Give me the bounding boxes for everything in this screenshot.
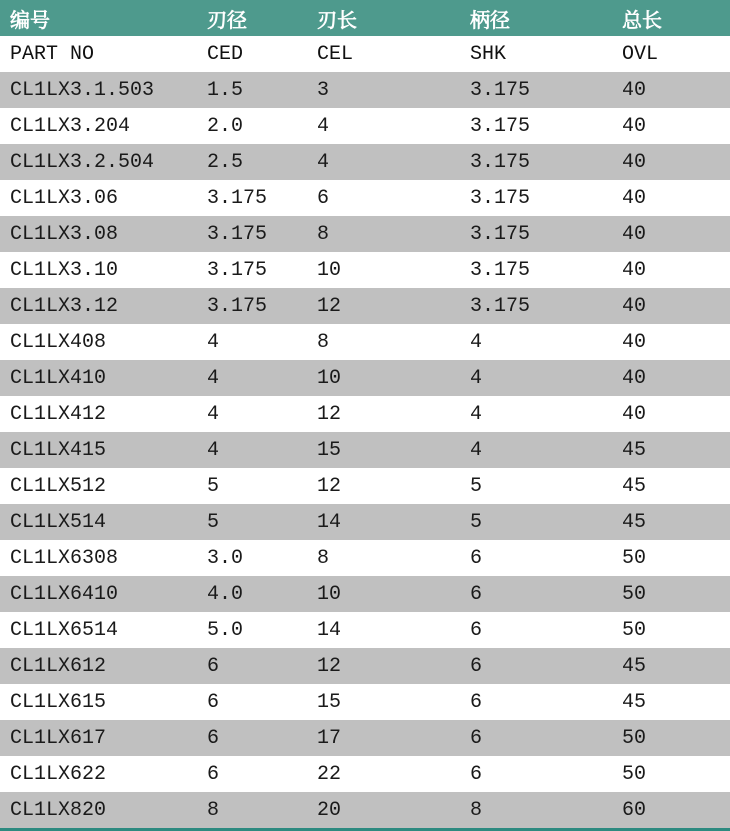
- table-row: [0, 252, 730, 288]
- cell-overall-length: 40: [622, 258, 647, 282]
- cell-cutting-length: 10: [317, 258, 342, 282]
- cell-part-number: CL1LX3.08: [10, 222, 119, 246]
- cell-part-number: CL1LX410: [10, 366, 107, 390]
- cell-part-number: CL1LX612: [10, 654, 107, 678]
- cell-cutting-diameter: 4.0: [207, 582, 244, 606]
- table-row: [0, 360, 730, 396]
- cell-overall-length: 40: [622, 402, 647, 426]
- cell-overall-length: 40: [622, 78, 647, 102]
- table-row: [0, 576, 730, 612]
- header-cutting-length-en: CEL: [317, 42, 354, 66]
- table-row: [0, 504, 730, 540]
- cell-overall-length: 60: [622, 798, 647, 822]
- cell-cutting-length: 4: [317, 114, 330, 138]
- table-row: [0, 144, 730, 180]
- cell-part-number: CL1LX6308: [10, 546, 119, 570]
- cell-overall-length: 45: [622, 510, 647, 534]
- cell-shank-diameter: 4: [470, 438, 483, 462]
- header-shank-diameter-en: SHK: [470, 42, 507, 66]
- cell-part-number: CL1LX617: [10, 726, 107, 750]
- cell-cutting-length: 22: [317, 762, 342, 786]
- cell-shank-diameter: 6: [470, 726, 483, 750]
- cell-overall-length: 40: [622, 366, 647, 390]
- cell-cutting-length: 4: [317, 150, 330, 174]
- table-row: [0, 756, 730, 792]
- cell-cutting-diameter: 4: [207, 402, 220, 426]
- cell-overall-length: 40: [622, 222, 647, 246]
- cell-shank-diameter: 3.175: [470, 186, 531, 210]
- cell-overall-length: 45: [622, 690, 647, 714]
- cell-cutting-diameter: 5.0: [207, 618, 244, 642]
- cell-cutting-length: 10: [317, 582, 342, 606]
- cell-cutting-length: 12: [317, 402, 342, 426]
- cell-overall-length: 50: [622, 762, 647, 786]
- cell-cutting-diameter: 6: [207, 690, 220, 714]
- cell-cutting-diameter: 3.175: [207, 258, 268, 282]
- cell-shank-diameter: 6: [470, 654, 483, 678]
- cell-overall-length: 40: [622, 186, 647, 210]
- cell-cutting-diameter: 3.175: [207, 222, 268, 246]
- cell-overall-length: 40: [622, 114, 647, 138]
- cell-overall-length: 50: [622, 618, 647, 642]
- cell-cutting-diameter: 6: [207, 762, 220, 786]
- cell-cutting-diameter: 4: [207, 438, 220, 462]
- cell-shank-diameter: 4: [470, 366, 483, 390]
- table-body: [0, 72, 730, 828]
- cell-overall-length: 50: [622, 726, 647, 750]
- cell-cutting-diameter: 6: [207, 726, 220, 750]
- cell-overall-length: 40: [622, 330, 647, 354]
- header-row-english: [0, 36, 730, 72]
- table-row: [0, 180, 730, 216]
- cell-cutting-length: 10: [317, 366, 342, 390]
- cell-shank-diameter: 5: [470, 510, 483, 534]
- header-cutting-length-cn: 刃长: [317, 7, 357, 32]
- cell-cutting-length: 17: [317, 726, 342, 750]
- table-row: [0, 396, 730, 432]
- cell-shank-diameter: 3.175: [470, 258, 531, 282]
- cell-cutting-length: 14: [317, 510, 342, 534]
- cell-part-number: CL1LX3.12: [10, 294, 119, 318]
- cell-shank-diameter: 6: [470, 690, 483, 714]
- cell-cutting-length: 8: [317, 330, 330, 354]
- cell-part-number: CL1LX512: [10, 474, 107, 498]
- header-shank-diameter-cn: 柄径: [470, 7, 510, 32]
- table-row: [0, 648, 730, 684]
- cell-part-number: CL1LX412: [10, 402, 107, 426]
- table-row: [0, 108, 730, 144]
- cell-cutting-diameter: 5: [207, 510, 220, 534]
- cell-shank-diameter: 6: [470, 618, 483, 642]
- cell-overall-length: 40: [622, 150, 647, 174]
- cell-cutting-length: 15: [317, 438, 342, 462]
- cell-part-number: CL1LX3.204: [10, 114, 131, 138]
- cell-shank-diameter: 3.175: [470, 222, 531, 246]
- cell-shank-diameter: 3.175: [470, 150, 531, 174]
- cell-cutting-length: 14: [317, 618, 342, 642]
- table-row: [0, 540, 730, 576]
- cell-cutting-diameter: 4: [207, 366, 220, 390]
- cell-part-number: CL1LX3.06: [10, 186, 119, 210]
- header-overall-length-en: OVL: [622, 42, 659, 66]
- cell-cutting-diameter: 6: [207, 654, 220, 678]
- table-row: [0, 684, 730, 720]
- cell-cutting-length: 3: [317, 78, 330, 102]
- table-row: [0, 288, 730, 324]
- cell-overall-length: 40: [622, 294, 647, 318]
- table-row: [0, 720, 730, 756]
- cell-shank-diameter: 4: [470, 402, 483, 426]
- table-row: [0, 612, 730, 648]
- cell-cutting-length: 12: [317, 294, 342, 318]
- cell-part-number: CL1LX3.10: [10, 258, 119, 282]
- cell-cutting-diameter: 3.175: [207, 294, 268, 318]
- table-row: [0, 468, 730, 504]
- cell-shank-diameter: 4: [470, 330, 483, 354]
- header-overall-length-cn: 总长: [622, 7, 662, 32]
- cell-cutting-diameter: 3.175: [207, 186, 268, 210]
- cell-overall-length: 50: [622, 582, 647, 606]
- cell-cutting-length: 6: [317, 186, 330, 210]
- cell-cutting-diameter: 3.0: [207, 546, 244, 570]
- cell-cutting-diameter: 1.5: [207, 78, 244, 102]
- cell-part-number: CL1LX615: [10, 690, 107, 714]
- cell-part-number: CL1LX3.2.504: [10, 150, 155, 174]
- cell-part-number: CL1LX3.1.503: [10, 78, 155, 102]
- cell-shank-diameter: 6: [470, 582, 483, 606]
- cell-overall-length: 45: [622, 654, 647, 678]
- cell-cutting-length: 15: [317, 690, 342, 714]
- cell-cutting-length: 12: [317, 654, 342, 678]
- table-row: [0, 72, 730, 108]
- cell-part-number: CL1LX622: [10, 762, 107, 786]
- header-part-number-en: PART NO: [10, 42, 95, 66]
- cell-cutting-diameter: 5: [207, 474, 220, 498]
- cell-part-number: CL1LX6410: [10, 582, 119, 606]
- cell-part-number: CL1LX6514: [10, 618, 119, 642]
- table-row: [0, 324, 730, 360]
- cell-cutting-length: 8: [317, 222, 330, 246]
- cell-shank-diameter: 6: [470, 762, 483, 786]
- cell-shank-diameter: 5: [470, 474, 483, 498]
- table-row: [0, 216, 730, 252]
- cell-cutting-length: 8: [317, 546, 330, 570]
- header-cutting-diameter-cn: 刃径: [207, 7, 247, 32]
- header-part-number-cn: 编号: [10, 7, 50, 32]
- cell-cutting-diameter: 4: [207, 330, 220, 354]
- cell-part-number: CL1LX415: [10, 438, 107, 462]
- cell-overall-length: 45: [622, 474, 647, 498]
- cell-cutting-diameter: 2.5: [207, 150, 244, 174]
- cell-part-number: CL1LX514: [10, 510, 107, 534]
- cell-overall-length: 50: [622, 546, 647, 570]
- table-row: [0, 432, 730, 468]
- cell-shank-diameter: 3.175: [470, 114, 531, 138]
- cell-overall-length: 45: [622, 438, 647, 462]
- cell-shank-diameter: 3.175: [470, 294, 531, 318]
- cell-shank-diameter: 6: [470, 546, 483, 570]
- cell-cutting-diameter: 2.0: [207, 114, 244, 138]
- header-row-chinese: [0, 0, 730, 36]
- cell-cutting-length: 12: [317, 474, 342, 498]
- cell-cutting-length: 20: [317, 798, 342, 822]
- cell-part-number: CL1LX408: [10, 330, 107, 354]
- cell-cutting-diameter: 8: [207, 798, 220, 822]
- cell-shank-diameter: 8: [470, 798, 483, 822]
- cell-shank-diameter: 3.175: [470, 78, 531, 102]
- header-cutting-diameter-en: CED: [207, 42, 244, 66]
- cell-part-number: CL1LX820: [10, 798, 107, 822]
- table-row: [0, 792, 730, 828]
